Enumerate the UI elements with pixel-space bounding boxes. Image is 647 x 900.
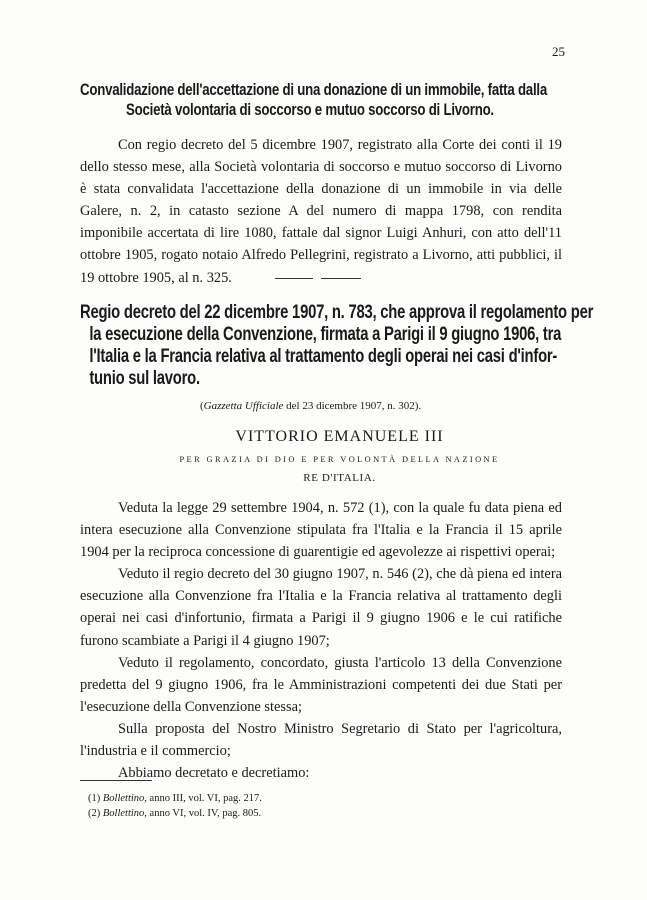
footnote (88, 791, 262, 806)
heading-line: Regio decreto del 22 dicembre 1907, n. 783, che approva il regolamento per (80, 302, 594, 323)
decree-paragraph: Veduta la legge 29 settembre 1904, n. 572 (1), con la quale fu data piena ed intera esecuzione alla Convenzione stipulata fra l'Italia e la Francia il 15 aprile 1904 per la reciproca concessione di guarentigie ed agevolezze ai rispettivi operai; (80, 500, 562, 561)
footnote-ref: , anno III, vol. VI, pag. 217. (144, 793, 262, 804)
footnote-rule (80, 780, 152, 781)
king-name: VITTORIO EMANUELE III (235, 428, 444, 445)
heading-line: la esecuzione della Convenzione, firmata a Parigi il 9 giugno 1906, tra (89, 324, 562, 345)
gazette-details: del 23 dicembre 1907, n. 302). (283, 400, 422, 412)
footnote (88, 806, 262, 821)
decree-paragraph: Abbiamo decretato e decretiamo: (118, 765, 310, 782)
king-grace-formula: PER GRAZIA DI DIO E PER VOLONTÀ DELLA NAZIONE (179, 455, 500, 464)
king-title: RE D'ITALIA. (303, 472, 376, 484)
heading-line: l'Italia e la Francia relativa al trattamento degli operai nei casi d'infor- (89, 346, 558, 367)
page-number: 25 (552, 44, 565, 59)
decree-paragraph: Veduto il regio decreto del 30 giugno 1907, n. 546 (2), che dà piena ed intera esecuzione alla Convenzione fra l'Italia e la Francia relativa al trattamento degli operai nei casi d'infortunio, firmata a Parigi il 9 giugno 1906 e le cui ratifiche furono scambiate a Parigi il 4 giugno 1907; (80, 566, 562, 649)
donation-paragraph: Con regio decreto del 5 dicembre 1907, registrato alla Corte dei conti il 19 dello stesso mese, alla Società volontaria di soccorso e mutuo soccorso di Livorno è stata convalidata l'accettazione della donazione di un immobile in via delle Galere, n. 2, in catasto sezione A del numero di mappa 1798, con rendita imponibile accertata di lire 1080, fattale dal signor Luigi Anhuri, con atto dell'11 ottobre 1905, rogato notaio Alfredo Pellegrini, registrato a Livorno, atti pubblici, il 19 ottobre 1905, al n. 325. (80, 137, 562, 286)
decree-paragraph: Sulla proposta del Nostro Ministro Segretario di Stato per l'agricoltura, l'industria e il commercio; (80, 720, 562, 760)
footnotes (88, 791, 262, 821)
separator-rule (321, 278, 361, 279)
footnote-title: Bollettino (102, 808, 145, 819)
decree-paragraph: Veduto il regolamento, concordato, giusta l'articolo 13 della Convenzione predetta del 9 giugno 1906, fra le Amministrazioni competenti dei due Stati per l'esecuzione della Convenzione stessa; (80, 654, 562, 715)
footnote-ref: , anno VI, vol. IV, pag. 805. (144, 808, 262, 819)
footnote-number: (1) (88, 793, 101, 804)
heading-line: Società volontaria di soccorso e mutuo soccorso di Livorno. (126, 100, 494, 119)
footnote-title: Bollettino (102, 793, 145, 804)
decree-body (80, 497, 562, 784)
section-heading-decree (80, 302, 647, 390)
footnote-number: (2) (88, 808, 101, 819)
gazette-name: Gazzetta Ufficiale (203, 400, 284, 412)
heading-line: tunio sul lavoro. (89, 368, 200, 389)
gazette-source: (Gazzetta Ufficiale del 23 dicembre 1907, n. 302). (200, 400, 422, 412)
section-heading-donation (80, 80, 647, 120)
heading-line: Convalidazione dell'accettazione di una donazione di un immobile, fatta dalla (80, 80, 548, 99)
separator-rule (275, 278, 313, 279)
